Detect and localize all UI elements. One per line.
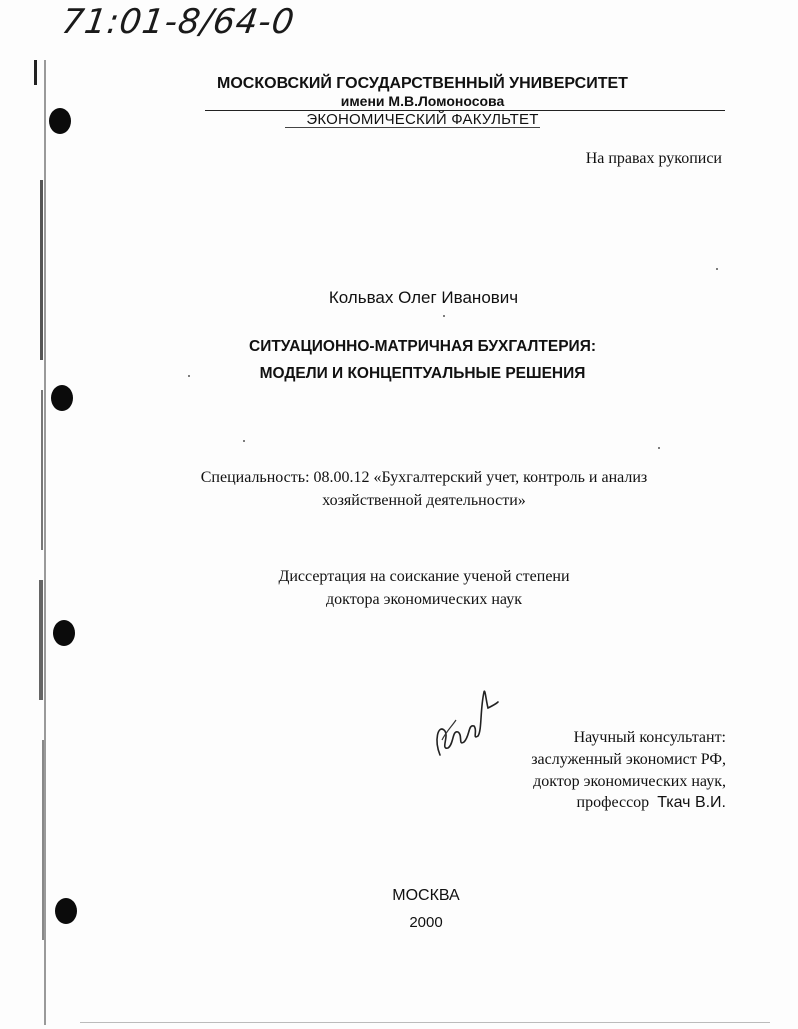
consultant-name-row <box>577 794 726 812</box>
punch-hole <box>51 385 73 411</box>
specialty-line-1: Специальность: 08.00.12 «Бухгалтерский учет, контроль и анализ <box>200 469 648 486</box>
consultant-honor: заслуженный экономист РФ, <box>531 751 726 768</box>
faculty-underline <box>285 127 540 128</box>
degree-line-1: Диссертация на соискание ученой степени <box>278 568 570 585</box>
scan-speck <box>188 375 190 377</box>
consultant-name: Ткач В.И. <box>657 794 726 811</box>
scan-binding-edge <box>30 60 54 1025</box>
year: 2000 <box>409 914 443 931</box>
degree-line-2: доктора экономических наук <box>326 591 522 608</box>
scan-speck <box>716 268 718 270</box>
scan-bottom-edge <box>80 1022 770 1023</box>
consultant-label: Научный консультант: <box>573 729 726 746</box>
author-name: Кольвах Олег Иванович <box>328 288 519 307</box>
university-named-after: имени М.В.Ломоносова <box>340 93 505 109</box>
manuscript-rights-note: На правах рукописи <box>585 150 722 167</box>
archive-code-handwritten: 71:01-8/64-0 <box>59 2 298 42</box>
city: МОСКВА <box>392 887 460 904</box>
specialty-line-2: хозяйственной деятельности» <box>322 492 526 509</box>
consultant-degree: доктор экономических наук, <box>533 773 726 790</box>
scan-speck <box>243 440 245 442</box>
dissertation-title-line-1: СИТУАЦИОННО-МАТРИЧНАЯ БУХГАЛТЕРИЯ: <box>249 338 596 355</box>
punch-hole <box>53 620 75 646</box>
scan-speck <box>658 447 660 449</box>
scan-speck <box>443 315 445 317</box>
university-name: МОСКОВСКИЙ ГОСУДАРСТВЕННЫЙ УНИВЕРСИТЕТ <box>217 75 628 92</box>
handwritten-signature <box>430 680 500 760</box>
faculty-name: ЭКОНОМИЧЕСКИЙ ФАКУЛЬТЕТ <box>306 111 539 128</box>
consultant-title: профессор <box>576 794 650 811</box>
dissertation-title-line-2: МОДЕЛИ И КОНЦЕПТУАЛЬНЫЕ РЕШЕНИЯ <box>259 365 586 382</box>
